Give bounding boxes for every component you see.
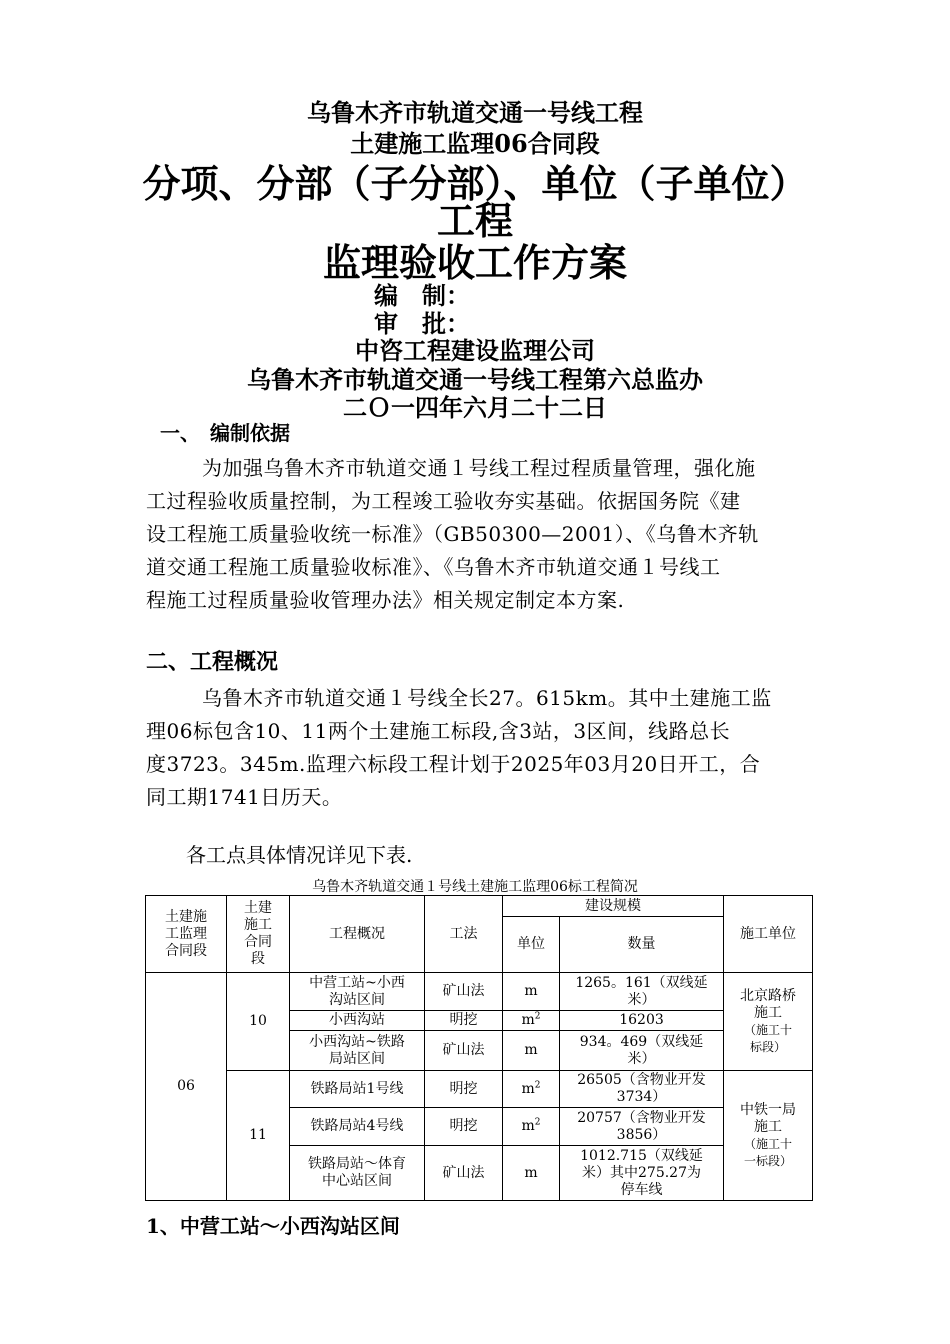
table-row — [146, 973, 813, 1011]
unit-cell: m — [503, 1146, 560, 1201]
section-2-paragraph — [146, 682, 808, 814]
document-title-line-3: 监理验收工作方案 — [322, 240, 627, 285]
quantity-cell: 16203 — [560, 1011, 724, 1031]
method-cell: 明挖 — [425, 1071, 503, 1108]
overview-cell: 中营工站~小西 沟站区间 — [290, 973, 425, 1011]
document-title-line-1: 分项、分部（子分部）、单位（子单位） — [142, 161, 808, 206]
paragraph-line: 为加强乌鲁木齐市轨道交通１号线工程过程质量管理，强化施 — [202, 456, 756, 480]
paragraph-line: 程施工过程质量验收管理办法》相关规定制定本方案. — [146, 588, 625, 612]
compiled-by-label: 编 制： — [374, 281, 470, 310]
overview-cell: 铁路局站～体育 中心站区间 — [290, 1146, 425, 1201]
unit-cell: m — [503, 1031, 560, 1071]
contractor-section: （施工十 一标段） — [743, 1136, 792, 1168]
overview-cell: 小西沟站 — [290, 1011, 425, 1031]
quantity-cell: 1012.715（双线延 米）其中275.27为 停车线 — [560, 1146, 724, 1201]
quantity-cell: 934。469（双线延 米） — [560, 1031, 724, 1071]
contractor-name: 中铁一局 施工 — [740, 1101, 796, 1135]
section-1-paragraph — [146, 452, 808, 617]
contractor-cell — [724, 973, 813, 1071]
section-1-heading: 一、 编制依据 — [160, 421, 290, 445]
paragraph-line: 乌鲁木齐市轨道交通１号线全长27。615km。其中土建施工监 — [202, 686, 772, 710]
unit-cell: $m^2$ — [503, 1108, 560, 1146]
unit-cell: $m^2$ — [503, 1011, 560, 1031]
paragraph-line: 设工程施工质量验收统一标准》（GB50300—2001）、《乌鲁木齐轨 — [146, 522, 759, 546]
contract-cell: 06 — [146, 973, 227, 1201]
table-caption: 乌鲁木齐轨道交通１号线土建施工监理06标工程简况 — [312, 879, 638, 895]
overview-cell: 铁路局站1号线 — [290, 1071, 425, 1108]
approved-by-label: 审 批： — [374, 309, 470, 338]
company-name: 中咨工程建设监理公司 — [355, 336, 595, 365]
paragraph-line: 理06标包含10、11两个土建施工标段,含3站，3区间，线路总长 — [146, 719, 731, 743]
paragraph-line: 同工期1741日历天。 — [146, 785, 343, 809]
subsection-heading: 1、中营工站～小西沟站区间 — [146, 1214, 400, 1238]
header-overview: 工程概况 — [290, 896, 425, 973]
document-title-line-2: 工程 — [436, 198, 513, 243]
quantity-cell: 20757（含物业开发 3856） — [560, 1108, 724, 1146]
unit-cell: m — [503, 973, 560, 1011]
header-quantity: 数量 — [560, 917, 724, 973]
project-overview-table — [145, 895, 813, 1201]
method-cell: 明挖 — [425, 1108, 503, 1146]
unit-cell: $m^2$ — [503, 1071, 560, 1108]
method-cell: 矿山法 — [425, 973, 503, 1011]
section-cell: 10 — [227, 973, 290, 1071]
quantity-cell: 26505（含物业开发 3734） — [560, 1071, 724, 1108]
header-method: 工法 — [425, 896, 503, 973]
section-2-heading: 二、工程概况 — [146, 649, 279, 675]
method-cell: 明挖 — [425, 1011, 503, 1031]
table-intro: 各工点具体情况详见下表. — [186, 843, 413, 867]
method-cell: 矿山法 — [425, 1031, 503, 1071]
header-contract: 土建施 工监理 合同段 — [146, 896, 227, 973]
paragraph-line: 度3723。345m.监理六标段工程计划于2025年03月20日开工，合 — [146, 752, 761, 776]
quantity-cell: 1265。161（双线延 米） — [560, 973, 724, 1011]
contract-section-name: 土建施工监理06合同段 — [350, 129, 600, 158]
overview-cell: 小西沟站~铁路 局站区间 — [290, 1031, 425, 1071]
table-row — [146, 1071, 813, 1108]
header-unit: 单位 — [503, 917, 560, 973]
office-name: 乌鲁木齐市轨道交通一号线工程第六总监办 — [247, 365, 703, 394]
method-cell: 矿山法 — [425, 1146, 503, 1201]
header-contractor: 施工单位 — [724, 896, 813, 973]
document-date: 二Ｏ一四年六月二十二日 — [343, 393, 607, 422]
project-name: 乌鲁木齐市轨道交通一号线工程 — [307, 98, 643, 127]
contractor-name: 北京路桥 施工 — [740, 987, 796, 1021]
contractor-section: （施工十 标段） — [743, 1022, 792, 1054]
contractor-cell — [724, 1071, 813, 1201]
paragraph-line: 工过程验收质量控制，为工程竣工验收夯实基础。依据国务院《建 — [146, 489, 741, 513]
header-section: 土建 施工 合同 段 — [227, 896, 290, 973]
header-scale: 建设规模 — [503, 896, 724, 917]
section-cell: 11 — [227, 1071, 290, 1201]
overview-cell: 铁路局站4号线 — [290, 1108, 425, 1146]
paragraph-line: 道交通工程施工质量验收标准》、《乌鲁木齐市轨道交通１号线工 — [146, 555, 721, 579]
